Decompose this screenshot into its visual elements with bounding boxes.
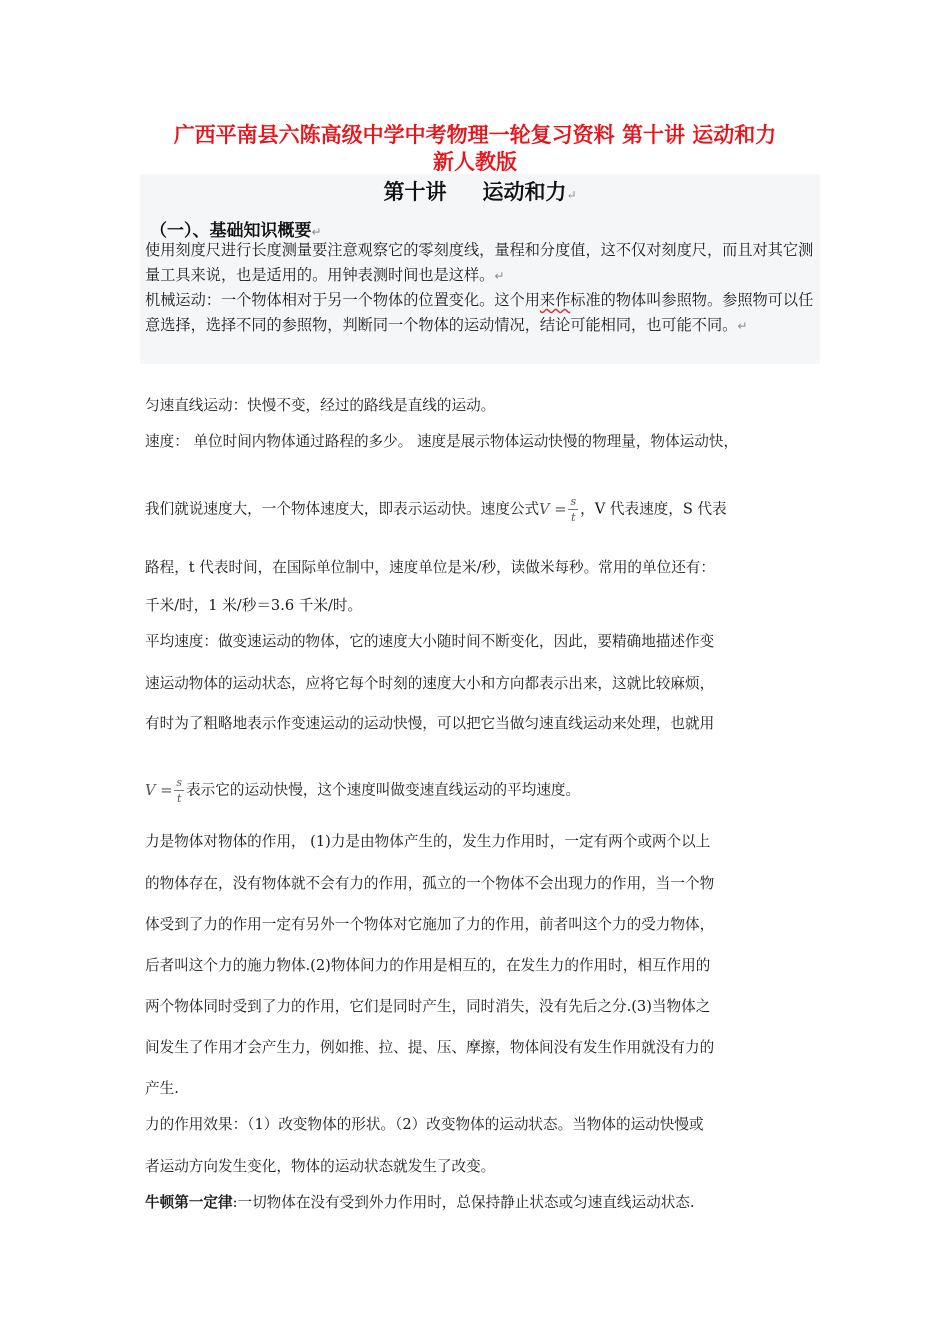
text-line: 有时为了粗略地表示作变速运动的运动快慢，可以把它当做匀速直线运动来处理，也就用 (145, 715, 715, 732)
scanned-paragraph-mechanical-motion: 机械运动：一个物体相对于另一个物体的位置变化。这个用来作标准的物体叫参照物。参照物可以任意选择，选择不同的参照物，判断同一个物体的运动情况，结论可能相同，也可能不同。↵ (145, 291, 814, 334)
paragraph-mark-icon: ↵ (311, 225, 322, 239)
text-line: 间发生了作用才会产生力，例如推、拉、提、压、摩擦，物体间没有发生作用就没有力的 (145, 1039, 715, 1056)
scanned-paragraph-measurement: 使用刻度尺进行长度测量要注意观察它的零刻度线，量程和分度值，这不仅对刻度尺，而且对其它测量工具来说，也是适用的。用钟表测时间也是这样。↵ (145, 241, 814, 284)
text-line: 的物体存在，没有物体就不会有力的作用，孤立的一个物体不会出现力的作用，当一个物 (145, 875, 715, 892)
spellcheck-underline: 来作 (539, 291, 571, 309)
text-line-newton-first-law: 牛顿第一定律:一切物体在没有受到外力作用时，总保持静止状态或匀速直线运动状态. (145, 1194, 695, 1211)
scanned-excerpt (140, 174, 820, 364)
title-line-1: 广西平南县六陈高级中学中考物理一轮复习资料 第十讲 运动和力 (173, 123, 777, 147)
text-line-average-speed: V = $\frac{s}{t}$ 表示它的运动快慢，这个速度叫做变速直线运动的平均速度。 (145, 776, 581, 805)
lecture-heading (140, 176, 820, 206)
text-line: 体受到了力的作用一定有另外一个物体对它施加了力的作用，前者叫这个力的受力物体， (145, 916, 715, 933)
paragraph-mark-icon: ↵ (494, 268, 505, 283)
section-heading: （一）、基础知识概要↵ (150, 221, 322, 241)
text-line: 后者叫这个力的施力物体.(2)物体间力的作用是相互的，在发生力的作用时，相互作用的 (145, 957, 711, 974)
text-line: 两个物体同时受到了力的作用，它们是同时产生，同时消失，没有先后之分.(3)当物体之 (145, 998, 711, 1015)
title-line-2: 新人教版 (433, 150, 517, 174)
text-line: 者运动方向发生变化，物体的运动状态就发生了改变。 (145, 1158, 496, 1175)
text-line: 千米/时，1 米/秒＝3.6 千米/时。 (145, 597, 363, 614)
text-line: 产生. (145, 1080, 179, 1097)
speed-formula: V = $\frac{s}{t}$ (539, 495, 577, 524)
text-line: 力的作用效果：（1）改变物体的形状。（2）改变物体的运动状态。当物体的运动快慢或 (145, 1116, 704, 1133)
lecture-number: 第十讲 (383, 179, 447, 204)
text-line: 速度： 单位时间内物体通过路程的多少。 速度是展示物体运动快慢的物理量，物体运动快， (145, 433, 739, 450)
paragraph-mark-icon: ↵ (566, 188, 577, 202)
newton-law-term: 牛顿第一定律 (145, 1194, 233, 1211)
text-line-speed-formula: 我们就说速度大，一个物体速度大，即表示运动快。速度公式V = $\frac{s}{t}$ ，V 代表速度，S 代表 (145, 495, 727, 524)
lecture-topic: 运动和力 (482, 179, 567, 204)
average-speed-formula: V = $\frac{s}{t}$ (145, 776, 183, 805)
scanned-paragraphs (145, 238, 817, 338)
text-line: 路程，t 代表时间，在国际单位制中，速度单位是米/秒，读做米每秒。常用的单位还有： (145, 559, 715, 576)
text-line: 匀速直线运动：快慢不变，经过的路线是直线的运动。 (145, 397, 496, 414)
text-line: 速运动物体的运动状态，应将它每个时刻的速度大小和方向都表示出来，这就比较麻烦， (145, 675, 715, 692)
paragraph-mark-icon: ↵ (737, 318, 748, 333)
text-line: 力是物体对物体的作用， (1)力是由物体产生的，发生力作用时，一定有两个或两个以上 (145, 833, 711, 850)
text-line: 平均速度：做变速运动的物体，它的速度大小随时间不断变化，因此，要精确地描述作变 (145, 633, 715, 650)
document-title (120, 122, 830, 176)
